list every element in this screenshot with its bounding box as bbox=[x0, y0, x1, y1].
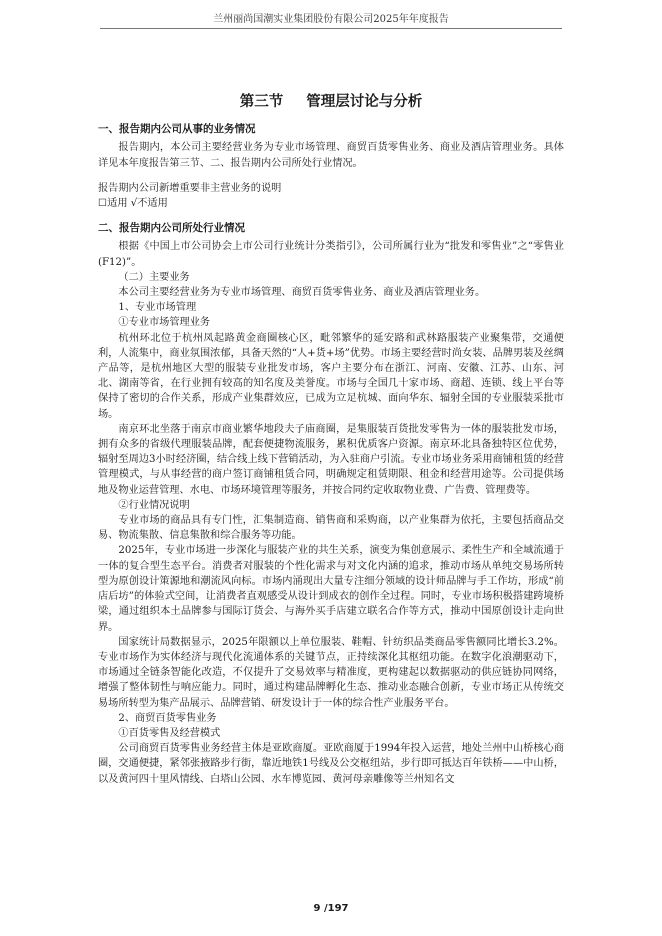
paragraph: 南京环北坐落于南京市商业繁华地段夫子庙商圈，是集服装百货批发零售为一体的服装批发市场，拥有众多的省级代理服装品牌，配套便捷物流服务，累积优质客户资源。南京环北具备独特区位优势，辐射至周边3小时经济圈，结合线上线下营销活动，为入驻商户引流。专业市场业务采用商铺租赁的经营管理模式，与从事经营的商户签订商铺租赁合同，明确规定租赁期限、租金和经营用途等。公司提供场地及物业运营管理、水电、市场环境管理等服务，并按合同约定收取物业费、广告费、管理费等。 bbox=[98, 423, 564, 496]
note-label: 报告期内公司新增重要非主营业务的说明 bbox=[98, 182, 282, 194]
subheading: 1、专业市场管理 bbox=[118, 302, 197, 314]
paragraph: 杭州环北位于杭州凤起路黄金商圈核心区，毗邻繁华的延安路和武林路服装产业聚集带，交通便利，人流集中，商业氛围浓郁，具备天然的“人+货+场”优势。市场主要经营时尚女装、品牌男装及丝绸产品等，是杭州地区大型的服装专业批发市场，客户主要分布在浙江、河南、安徽、江苏、山东、河北、湖南等省，在行业拥有较高的知名度及美誉度。市场与全国几十家市场、商超、连锁、线上平台等保持了密切的合作关系，形成产业集群效应，已成为立足杭城、面向华东、辐射全国的专业服装采批市场。 bbox=[98, 332, 564, 420]
heading-industry-situation: 二、报告期内公司所处行业情况 bbox=[98, 222, 245, 235]
page-number: 9 /197 bbox=[313, 903, 349, 914]
paragraph: 根据《中国上市公司协会上市公司行业统计分类指引》，公司所属行业为“批发和零售业”之“零售业(F12)”。 bbox=[98, 241, 564, 268]
paragraph: 专业市场的商品具有专门性，汇集制造商、销售商和采购商，以产业集群为依托，主要包括商品交易、物流集散、信息集散和综合服务等功能。 bbox=[98, 515, 564, 542]
subheading: （二）主要业务 bbox=[118, 271, 190, 283]
paragraph: 2025年，专业市场进一步深化与服装产业的共生关系，演变为集创意展示、柔性生产和全域流通于一体的复合型生态平台。消费者对服装的个性化需求与对文化内涵的追求，推动市场从单纯交易场所转型为原创设计策源地和潮流风向标。市场内涌现出大量专注细分领域的设计师品牌与手工作坊，形成“前店后坊”的体验式空间，让消费者直观感受从设计到成衣的创作全过程。同时，专业市场积极搭建跨境桥梁，通过组织本土品牌参与国际订货会、与海外买手店建立联名合作等方式，推动中国原创设计走向世界。 bbox=[98, 545, 564, 633]
paragraph: 公司商贸百货零售业务经营主体是亚欧商厦。亚欧商厦于1994年投入运营，地处兰州中山桥核心商圈，交通便捷，紧邻张掖路步行街，靠近地铁1号线及公交枢纽站，步行即可抵达百年铁桥——中山桥，以及黄河四十里风情线、白塔山公园、水车博览园、黄河母亲雕像等兰州知名文 bbox=[98, 743, 564, 785]
paragraph: 国家统计局数据显示，2025年限额以上单位服装、鞋帽、针纺织品类商品零售额同比增长3.2%。专业市场作为实体经济与现代化流通体系的关键节点，正持续深化其枢纽功能。在数字化浪潮驱动下，市场通过全链条智能化改造，不仅提升了交易效率与精准度，更构建起以数据驱动的供应链协同网络，增强了整体韧性与响应能力。同时，通过构建品牌孵化生态、推动业态融合创新，专业市场正从传统交易场所转型为集产品展示、品牌营销、研发设计于一体的综合性产业服务平台。 bbox=[98, 636, 564, 709]
paragraph: 本公司主要经营业务为专业市场管理、商贸百货零售业务、商业及酒店管理业务。 bbox=[118, 287, 486, 299]
document-body bbox=[98, 95, 564, 787]
page-header: 兰州丽尚国潮实业集团股份有限公司2025年年度报告 bbox=[213, 14, 449, 25]
header-divider bbox=[100, 28, 562, 29]
subheading: 2、商贸百货零售业务 bbox=[118, 712, 217, 724]
subheading: ①专业市场管理业务 bbox=[118, 317, 211, 329]
subheading: ①百货零售及经营模式 bbox=[118, 727, 221, 739]
section-title: 第三节 管理层讨论与分析 bbox=[239, 94, 423, 110]
paragraph: 报告期内，本公司主要经营业务为专业市场管理、商贸百货零售业务、商业及酒店管理业务。具体详见本年度报告第三节、二、报告期内公司所处行业情况。 bbox=[98, 142, 564, 169]
subheading: ②行业情况说明 bbox=[118, 499, 190, 511]
heading-business-overview: 一、报告期内公司从事的业务情况 bbox=[98, 123, 256, 136]
applicability-checkbox: ☐适用 √不适用 bbox=[98, 198, 168, 210]
